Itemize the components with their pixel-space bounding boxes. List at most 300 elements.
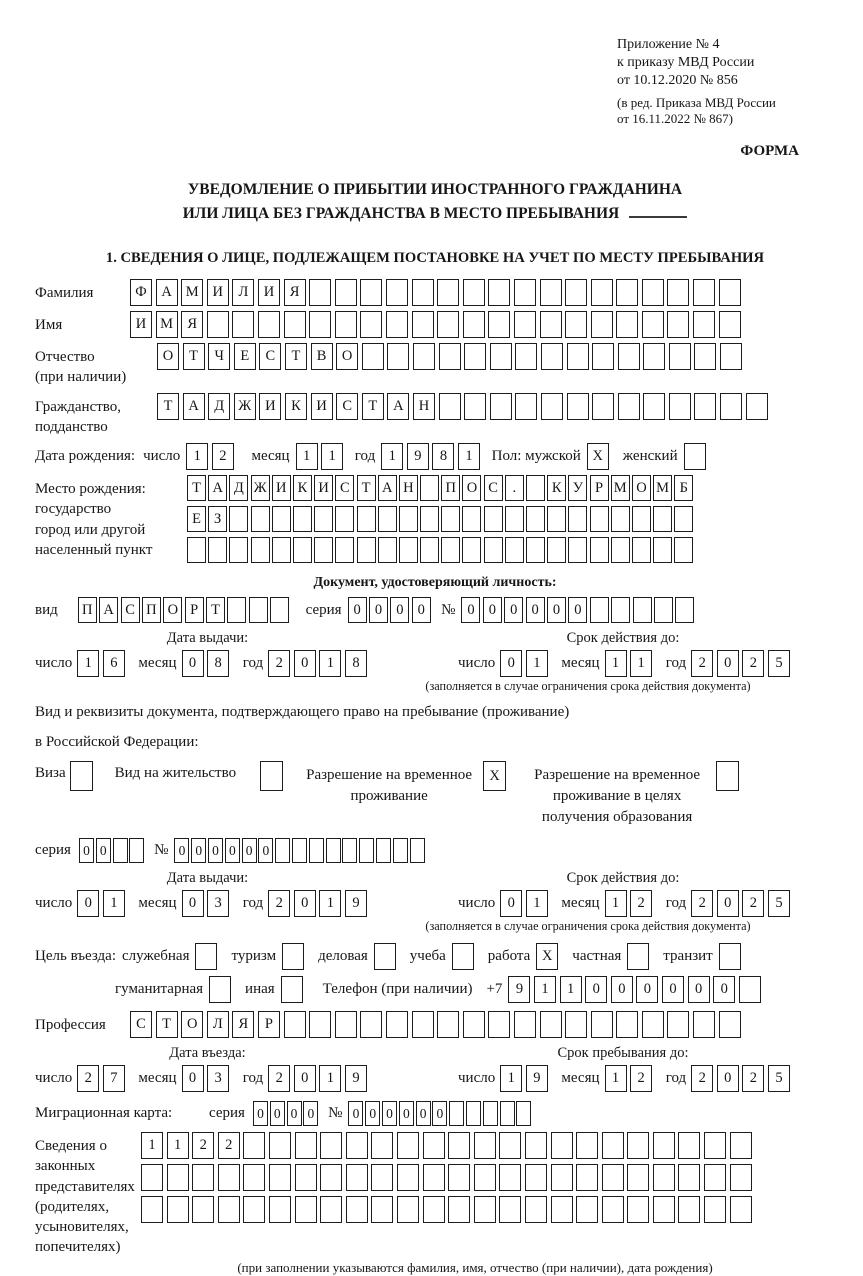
char-cell[interactable]: 7	[103, 1065, 125, 1092]
char-cell[interactable]	[359, 838, 374, 863]
char-cell[interactable]	[441, 506, 460, 532]
char-cell[interactable]: М	[653, 475, 672, 501]
char-cell[interactable]	[642, 311, 664, 338]
char-cell[interactable]: И	[130, 311, 152, 338]
char-cell[interactable]	[362, 343, 384, 370]
char-cell[interactable]	[674, 537, 693, 563]
char-cell[interactable]: Д	[208, 393, 230, 420]
char-cell[interactable]: М	[181, 279, 203, 306]
char-cell[interactable]	[439, 393, 461, 420]
char-cell[interactable]	[739, 976, 761, 1003]
char-cell[interactable]	[410, 838, 425, 863]
char-cell[interactable]: 1	[167, 1132, 189, 1159]
sex-male-checkbox[interactable]	[587, 443, 609, 470]
char-cell[interactable]: 0	[483, 597, 502, 623]
char-cell[interactable]	[633, 597, 652, 623]
char-cell[interactable]: У	[568, 475, 587, 501]
res-valid-month-input[interactable]	[605, 890, 656, 917]
char-cell[interactable]	[653, 506, 672, 532]
char-cell[interactable]	[437, 279, 459, 306]
char-cell[interactable]	[704, 1164, 726, 1191]
char-cell[interactable]	[141, 1196, 163, 1223]
char-cell[interactable]	[281, 976, 303, 1003]
purpose-other-checkbox[interactable]	[281, 976, 303, 1003]
char-cell[interactable]: 0	[717, 650, 739, 677]
char-cell[interactable]	[243, 1132, 265, 1159]
char-cell[interactable]	[141, 1164, 163, 1191]
char-cell[interactable]	[413, 343, 435, 370]
char-cell[interactable]	[704, 1196, 726, 1223]
char-cell[interactable]: И	[272, 475, 291, 501]
purpose-official-checkbox[interactable]	[195, 943, 217, 970]
char-cell[interactable]: X	[483, 761, 506, 791]
char-cell[interactable]: 0	[253, 1101, 268, 1126]
char-cell[interactable]: 2	[630, 890, 652, 917]
char-cell[interactable]: 0	[225, 838, 240, 863]
char-cell[interactable]: 0	[568, 597, 587, 623]
char-cell[interactable]	[592, 393, 614, 420]
char-cell[interactable]: Е	[234, 343, 256, 370]
char-cell[interactable]	[167, 1164, 189, 1191]
char-cell[interactable]	[314, 537, 333, 563]
char-cell[interactable]	[488, 279, 510, 306]
char-cell[interactable]: Н	[399, 475, 418, 501]
purpose-business-checkbox[interactable]	[374, 943, 396, 970]
char-cell[interactable]: 0	[182, 650, 204, 677]
char-cell[interactable]	[515, 393, 537, 420]
char-cell[interactable]	[357, 506, 376, 532]
char-cell[interactable]: 3	[207, 1065, 229, 1092]
birth-place-input-row2[interactable]	[187, 506, 696, 532]
profession-input[interactable]	[130, 1011, 744, 1038]
char-cell[interactable]: 1	[319, 890, 341, 917]
char-cell[interactable]	[251, 537, 270, 563]
char-cell[interactable]: 1	[500, 1065, 522, 1092]
char-cell[interactable]	[516, 1101, 531, 1126]
char-cell[interactable]	[654, 597, 673, 623]
stay-month-input[interactable]	[605, 1065, 656, 1092]
char-cell[interactable]	[423, 1164, 445, 1191]
char-cell[interactable]	[678, 1196, 700, 1223]
char-cell[interactable]: С	[335, 475, 354, 501]
guardians-input-row3[interactable]	[141, 1196, 755, 1223]
char-cell[interactable]: П	[441, 475, 460, 501]
char-cell[interactable]	[567, 393, 589, 420]
char-cell[interactable]	[167, 1196, 189, 1223]
id-series-input[interactable]	[348, 597, 434, 623]
char-cell[interactable]	[716, 761, 739, 791]
char-cell[interactable]	[719, 279, 741, 306]
char-cell[interactable]: К	[547, 475, 566, 501]
id-issue-month-input[interactable]	[182, 650, 233, 677]
birth-month-input[interactable]	[296, 443, 347, 470]
char-cell[interactable]	[540, 311, 562, 338]
char-cell[interactable]: 0	[365, 1101, 380, 1126]
char-cell[interactable]	[292, 838, 307, 863]
char-cell[interactable]	[113, 838, 128, 863]
char-cell[interactable]	[643, 393, 665, 420]
char-cell[interactable]	[70, 761, 93, 791]
char-cell[interactable]: В	[311, 343, 333, 370]
char-cell[interactable]	[611, 506, 630, 532]
char-cell[interactable]	[627, 1196, 649, 1223]
char-cell[interactable]	[541, 343, 563, 370]
char-cell[interactable]: 0	[412, 597, 431, 623]
char-cell[interactable]: 1	[141, 1132, 163, 1159]
char-cell[interactable]: 0	[500, 650, 522, 677]
char-cell[interactable]	[547, 537, 566, 563]
char-cell[interactable]: 2	[691, 890, 713, 917]
char-cell[interactable]: О	[632, 475, 651, 501]
char-cell[interactable]	[397, 1132, 419, 1159]
char-cell[interactable]	[704, 1132, 726, 1159]
char-cell[interactable]	[678, 1164, 700, 1191]
purpose-study-checkbox[interactable]	[452, 943, 474, 970]
char-cell[interactable]	[719, 1011, 741, 1038]
char-cell[interactable]: 1	[605, 1065, 627, 1092]
char-cell[interactable]: 1	[103, 890, 125, 917]
char-cell[interactable]	[195, 943, 217, 970]
char-cell[interactable]	[591, 279, 613, 306]
char-cell[interactable]: Д	[229, 475, 248, 501]
char-cell[interactable]: 0	[416, 1101, 431, 1126]
char-cell[interactable]	[335, 1011, 357, 1038]
char-cell[interactable]: 0	[369, 597, 388, 623]
char-cell[interactable]: П	[78, 597, 97, 623]
char-cell[interactable]	[719, 311, 741, 338]
residence-permit-checkbox[interactable]	[260, 761, 283, 791]
char-cell[interactable]	[567, 343, 589, 370]
char-cell[interactable]	[448, 1132, 470, 1159]
char-cell[interactable]	[678, 1132, 700, 1159]
char-cell[interactable]: 1	[630, 650, 652, 677]
visa-checkbox[interactable]	[70, 761, 93, 791]
char-cell[interactable]	[386, 311, 408, 338]
char-cell[interactable]: 0	[77, 890, 99, 917]
char-cell[interactable]	[602, 1132, 624, 1159]
char-cell[interactable]	[309, 1011, 331, 1038]
char-cell[interactable]	[232, 311, 254, 338]
char-cell[interactable]: С	[336, 393, 358, 420]
purpose-tourism-checkbox[interactable]	[282, 943, 304, 970]
char-cell[interactable]: 9	[345, 1065, 367, 1092]
char-cell[interactable]: С	[121, 597, 140, 623]
char-cell[interactable]	[187, 537, 206, 563]
char-cell[interactable]: 0	[348, 1101, 363, 1126]
char-cell[interactable]: Р	[258, 1011, 280, 1038]
char-cell[interactable]	[525, 1196, 547, 1223]
char-cell[interactable]	[602, 1196, 624, 1223]
char-cell[interactable]: А	[156, 279, 178, 306]
char-cell[interactable]: 2	[77, 1065, 99, 1092]
char-cell[interactable]: 0	[303, 1101, 318, 1126]
char-cell[interactable]: 1	[526, 890, 548, 917]
char-cell[interactable]: 1	[296, 443, 318, 470]
char-cell[interactable]: 0	[96, 838, 111, 863]
char-cell[interactable]	[525, 1164, 547, 1191]
char-cell[interactable]: И	[314, 475, 333, 501]
mig-series-input[interactable]	[253, 1101, 320, 1126]
char-cell[interactable]	[490, 393, 512, 420]
char-cell[interactable]: 9	[508, 976, 530, 1003]
char-cell[interactable]: И	[258, 279, 280, 306]
char-cell[interactable]: 0	[461, 597, 480, 623]
char-cell[interactable]: 0	[611, 976, 633, 1003]
char-cell[interactable]	[720, 343, 742, 370]
entry-year-input[interactable]	[268, 1065, 370, 1092]
char-cell[interactable]: К	[293, 475, 312, 501]
char-cell[interactable]	[412, 279, 434, 306]
char-cell[interactable]	[602, 1164, 624, 1191]
phone-input[interactable]	[508, 976, 764, 1003]
char-cell[interactable]: 5	[768, 890, 790, 917]
birth-year-input[interactable]	[381, 443, 483, 470]
char-cell[interactable]	[653, 1132, 675, 1159]
char-cell[interactable]	[500, 1101, 515, 1126]
char-cell[interactable]	[229, 506, 248, 532]
mig-number-input[interactable]	[348, 1101, 533, 1126]
char-cell[interactable]	[439, 343, 461, 370]
char-cell[interactable]: 2	[212, 443, 234, 470]
char-cell[interactable]	[335, 506, 354, 532]
char-cell[interactable]	[207, 311, 229, 338]
char-cell[interactable]	[335, 311, 357, 338]
char-cell[interactable]: С	[130, 1011, 152, 1038]
char-cell[interactable]	[568, 537, 587, 563]
purpose-private-checkbox[interactable]	[627, 943, 649, 970]
char-cell[interactable]	[526, 475, 545, 501]
char-cell[interactable]	[309, 311, 331, 338]
char-cell[interactable]: 0	[294, 890, 316, 917]
char-cell[interactable]	[320, 1196, 342, 1223]
char-cell[interactable]	[378, 506, 397, 532]
char-cell[interactable]	[693, 279, 715, 306]
sex-female-checkbox[interactable]	[684, 443, 706, 470]
char-cell[interactable]: О	[181, 1011, 203, 1038]
char-cell[interactable]	[269, 1132, 291, 1159]
char-cell[interactable]: Л	[232, 279, 254, 306]
char-cell[interactable]	[412, 1011, 434, 1038]
char-cell[interactable]: 0	[348, 597, 367, 623]
char-cell[interactable]	[514, 1011, 536, 1038]
guardians-input-row1[interactable]	[141, 1132, 755, 1159]
char-cell[interactable]: 8	[207, 650, 229, 677]
char-cell[interactable]: Т	[156, 1011, 178, 1038]
char-cell[interactable]: 1	[381, 443, 403, 470]
char-cell[interactable]	[399, 506, 418, 532]
char-cell[interactable]	[448, 1196, 470, 1223]
char-cell[interactable]: 1	[458, 443, 480, 470]
char-cell[interactable]	[387, 343, 409, 370]
char-cell[interactable]	[547, 506, 566, 532]
res-issue-month-input[interactable]	[182, 890, 233, 917]
char-cell[interactable]: 0	[191, 838, 206, 863]
given-name-input[interactable]	[130, 311, 744, 338]
char-cell[interactable]: Т	[206, 597, 225, 623]
char-cell[interactable]	[423, 1132, 445, 1159]
id-issue-day-input[interactable]	[77, 650, 128, 677]
char-cell[interactable]	[243, 1164, 265, 1191]
char-cell[interactable]	[218, 1196, 240, 1223]
char-cell[interactable]: X	[536, 943, 558, 970]
char-cell[interactable]: 0	[504, 597, 523, 623]
char-cell[interactable]: 0	[208, 838, 223, 863]
char-cell[interactable]	[420, 506, 439, 532]
char-cell[interactable]	[730, 1164, 752, 1191]
char-cell[interactable]	[192, 1164, 214, 1191]
char-cell[interactable]: 5	[768, 1065, 790, 1092]
char-cell[interactable]	[474, 1196, 496, 1223]
char-cell[interactable]	[474, 1132, 496, 1159]
char-cell[interactable]	[284, 311, 306, 338]
char-cell[interactable]: 0	[500, 890, 522, 917]
char-cell[interactable]	[568, 506, 587, 532]
char-cell[interactable]: Т	[357, 475, 376, 501]
char-cell[interactable]: М	[611, 475, 630, 501]
char-cell[interactable]	[514, 311, 536, 338]
char-cell[interactable]	[719, 943, 741, 970]
char-cell[interactable]: 0	[182, 1065, 204, 1092]
char-cell[interactable]	[669, 343, 691, 370]
char-cell[interactable]	[275, 838, 290, 863]
char-cell[interactable]: 0	[79, 838, 94, 863]
char-cell[interactable]: О	[462, 475, 481, 501]
char-cell[interactable]	[251, 506, 270, 532]
char-cell[interactable]	[526, 537, 545, 563]
char-cell[interactable]: Е	[187, 506, 206, 532]
char-cell[interactable]	[437, 1011, 459, 1038]
char-cell[interactable]	[462, 537, 481, 563]
char-cell[interactable]	[526, 506, 545, 532]
char-cell[interactable]: А	[208, 475, 227, 501]
purpose-work-checkbox[interactable]	[536, 943, 558, 970]
char-cell[interactable]: 0	[242, 838, 257, 863]
char-cell[interactable]	[499, 1164, 521, 1191]
char-cell[interactable]: Н	[413, 393, 435, 420]
char-cell[interactable]	[642, 279, 664, 306]
id-valid-day-input[interactable]	[500, 650, 551, 677]
char-cell[interactable]: 0	[399, 1101, 414, 1126]
char-cell[interactable]: Ж	[234, 393, 256, 420]
char-cell[interactable]	[643, 343, 665, 370]
char-cell[interactable]	[293, 537, 312, 563]
char-cell[interactable]	[653, 1164, 675, 1191]
char-cell[interactable]: А	[99, 597, 118, 623]
char-cell[interactable]	[463, 1011, 485, 1038]
char-cell[interactable]: 2	[268, 1065, 290, 1092]
char-cell[interactable]	[591, 311, 613, 338]
char-cell[interactable]: Л	[207, 1011, 229, 1038]
char-cell[interactable]: 0	[717, 1065, 739, 1092]
char-cell[interactable]	[378, 537, 397, 563]
char-cell[interactable]	[462, 506, 481, 532]
char-cell[interactable]	[423, 1196, 445, 1223]
char-cell[interactable]: А	[378, 475, 397, 501]
char-cell[interactable]	[484, 506, 503, 532]
char-cell[interactable]: .	[505, 475, 524, 501]
char-cell[interactable]: Б	[674, 475, 693, 501]
char-cell[interactable]: 1	[605, 890, 627, 917]
char-cell[interactable]	[490, 343, 512, 370]
res-issue-day-input[interactable]	[77, 890, 128, 917]
char-cell[interactable]	[360, 311, 382, 338]
char-cell[interactable]	[249, 597, 268, 623]
char-cell[interactable]	[684, 443, 706, 470]
char-cell[interactable]	[499, 1196, 521, 1223]
char-cell[interactable]: О	[163, 597, 182, 623]
char-cell[interactable]: 2	[742, 1065, 764, 1092]
char-cell[interactable]	[243, 1196, 265, 1223]
char-cell[interactable]: 1	[605, 650, 627, 677]
char-cell[interactable]: З	[208, 506, 227, 532]
char-cell[interactable]: 1	[319, 1065, 341, 1092]
char-cell[interactable]: Р	[590, 475, 609, 501]
char-cell[interactable]	[376, 838, 391, 863]
char-cell[interactable]: 2	[268, 890, 290, 917]
char-cell[interactable]: Т	[187, 475, 206, 501]
char-cell[interactable]: Ч	[208, 343, 230, 370]
char-cell[interactable]	[371, 1132, 393, 1159]
char-cell[interactable]: 2	[630, 1065, 652, 1092]
char-cell[interactable]	[412, 311, 434, 338]
char-cell[interactable]: 0	[287, 1101, 302, 1126]
char-cell[interactable]	[675, 597, 694, 623]
char-cell[interactable]	[484, 537, 503, 563]
char-cell[interactable]	[590, 506, 609, 532]
char-cell[interactable]	[541, 393, 563, 420]
char-cell[interactable]: Р	[185, 597, 204, 623]
char-cell[interactable]	[269, 1164, 291, 1191]
birth-place-input-row3[interactable]	[187, 537, 696, 563]
char-cell[interactable]: Ж	[251, 475, 270, 501]
char-cell[interactable]	[730, 1132, 752, 1159]
char-cell[interactable]	[448, 1164, 470, 1191]
char-cell[interactable]	[284, 1011, 306, 1038]
char-cell[interactable]	[540, 279, 562, 306]
char-cell[interactable]	[320, 1132, 342, 1159]
char-cell[interactable]	[576, 1196, 598, 1223]
char-cell[interactable]: А	[387, 393, 409, 420]
char-cell[interactable]: 0	[432, 1101, 447, 1126]
res-series-input[interactable]	[79, 838, 146, 863]
char-cell[interactable]	[592, 343, 614, 370]
char-cell[interactable]: Т	[157, 393, 179, 420]
char-cell[interactable]: 0	[182, 890, 204, 917]
id-issue-year-input[interactable]	[268, 650, 370, 677]
char-cell[interactable]: 1	[77, 650, 99, 677]
char-cell[interactable]: 0	[382, 1101, 397, 1126]
char-cell[interactable]: 3	[207, 890, 229, 917]
char-cell[interactable]: X	[587, 443, 609, 470]
char-cell[interactable]	[229, 537, 248, 563]
char-cell[interactable]	[371, 1196, 393, 1223]
char-cell[interactable]: Т	[285, 343, 307, 370]
char-cell[interactable]: 2	[691, 650, 713, 677]
char-cell[interactable]	[694, 393, 716, 420]
char-cell[interactable]	[360, 1011, 382, 1038]
char-cell[interactable]	[335, 279, 357, 306]
stay-day-input[interactable]	[500, 1065, 551, 1092]
char-cell[interactable]	[309, 279, 331, 306]
char-cell[interactable]	[653, 1196, 675, 1223]
char-cell[interactable]	[669, 393, 691, 420]
char-cell[interactable]	[386, 1011, 408, 1038]
char-cell[interactable]	[632, 506, 651, 532]
char-cell[interactable]	[627, 1132, 649, 1159]
char-cell[interactable]	[420, 537, 439, 563]
char-cell[interactable]	[565, 279, 587, 306]
char-cell[interactable]: 2	[691, 1065, 713, 1092]
